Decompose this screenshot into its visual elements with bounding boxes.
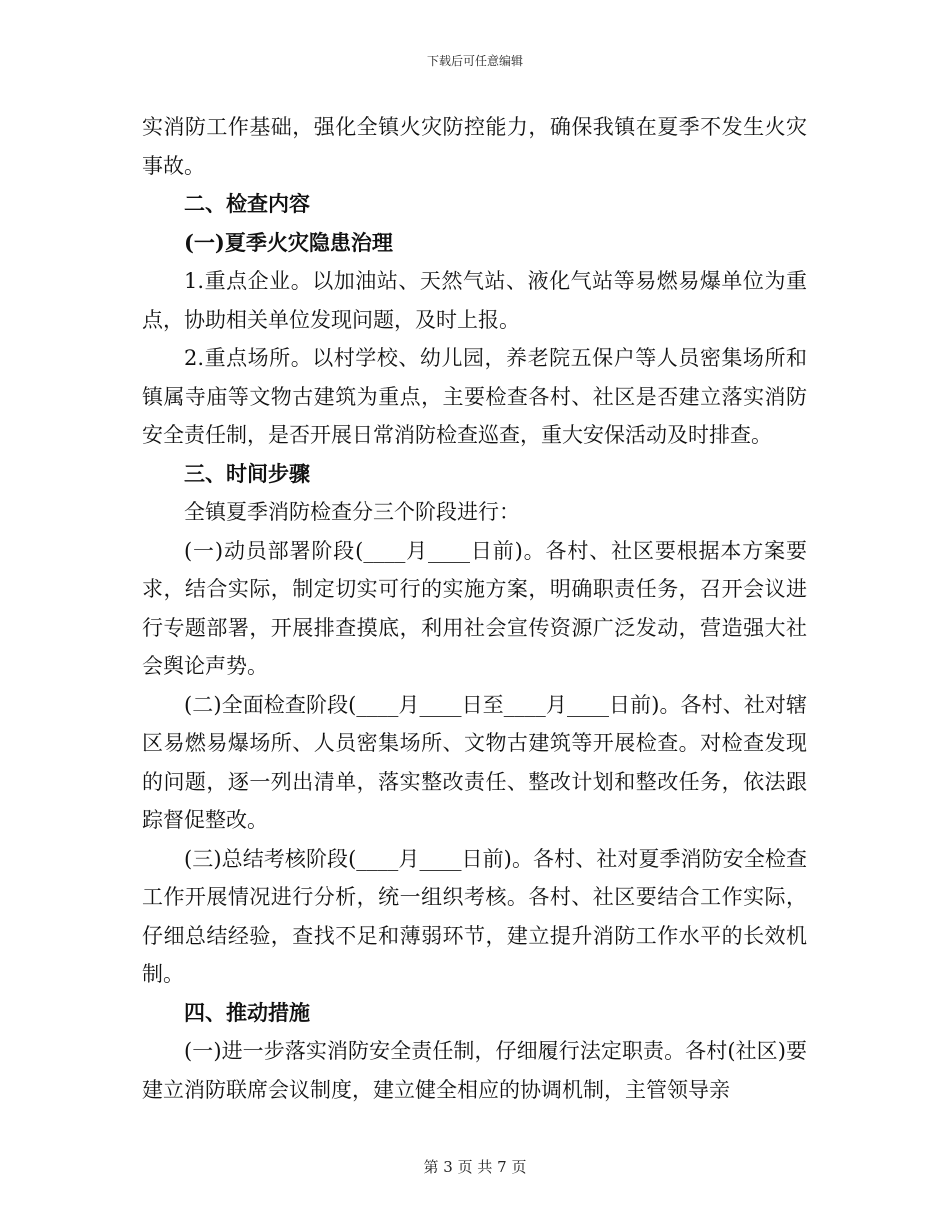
body-paragraph: (一)进一步落实消防安全责任制，仔细履行法定职责。各村(社区)要建立消防联席会议制度，建立健全相应的协调机制，主管领导亲 [142,1039,807,1102]
section-heading: 三、时间步骤 [184,460,310,486]
subsection-heading: (一)夏季火灾隐患治理 [184,229,393,255]
section-heading: 二、检查内容 [184,191,310,216]
page-header: 下载后可任意编辑 [426,54,523,68]
body-paragraph: (一)动员部署阶段(____月____日前)。各村、社区要根据本方案要求，结合实际，制定切实可行的实施方案，明确职责任务，召开会议进行专题部署，开展排查摸底，利用社会宣传资源广泛发动，营造强大社会舆论声势。 [142,538,807,678]
body-paragraph: 1.重点企业。以加油站、天然气站、液化气站等易燃易爆单位为重点，协助相关单位发现问题，及时上报。 [142,269,807,332]
document-body [142,108,807,1109]
body-paragraph: (二)全面检查阶段(____月____日至____月____日前)。各村、社对辖区易燃易爆场所、人员密集场所、文物古建筑等开展检查。对检查发现的问题，逐一列出清单，落实整改责任、整改计划和整改任务，依法跟踪督促整改。 [142,692,807,832]
page-footer: 第 3 页 共 7 页 [423,1158,527,1176]
body-paragraph: 全镇夏季消防检查分三个阶段进行： [184,500,520,524]
section-heading: 四、推动措施 [184,999,310,1025]
body-paragraph: 2.重点场所。以村学校、幼儿园，养老院五保户等人员密集场所和镇属寺庙等文物古建筑为重点，主要检查各村、社区是否建立落实消防安全责任制，是否开展日常消防检查巡查，重大安保活动及时排查。 [142,346,807,447]
body-paragraph: 实消防工作基础，强化全镇火灾防控能力，确保我镇在夏季不发生火灾事故。 [142,115,807,178]
body-paragraph: (三)总结考核阶段(____月____日前)。各村、社对夏季消防安全检查工作开展情况进行分析，统一组织考核。各村、社区要结合工作实际，仔细总结经验，查找不足和薄弱环节，建立提升消防工作水平的长效机制。 [142,846,807,986]
